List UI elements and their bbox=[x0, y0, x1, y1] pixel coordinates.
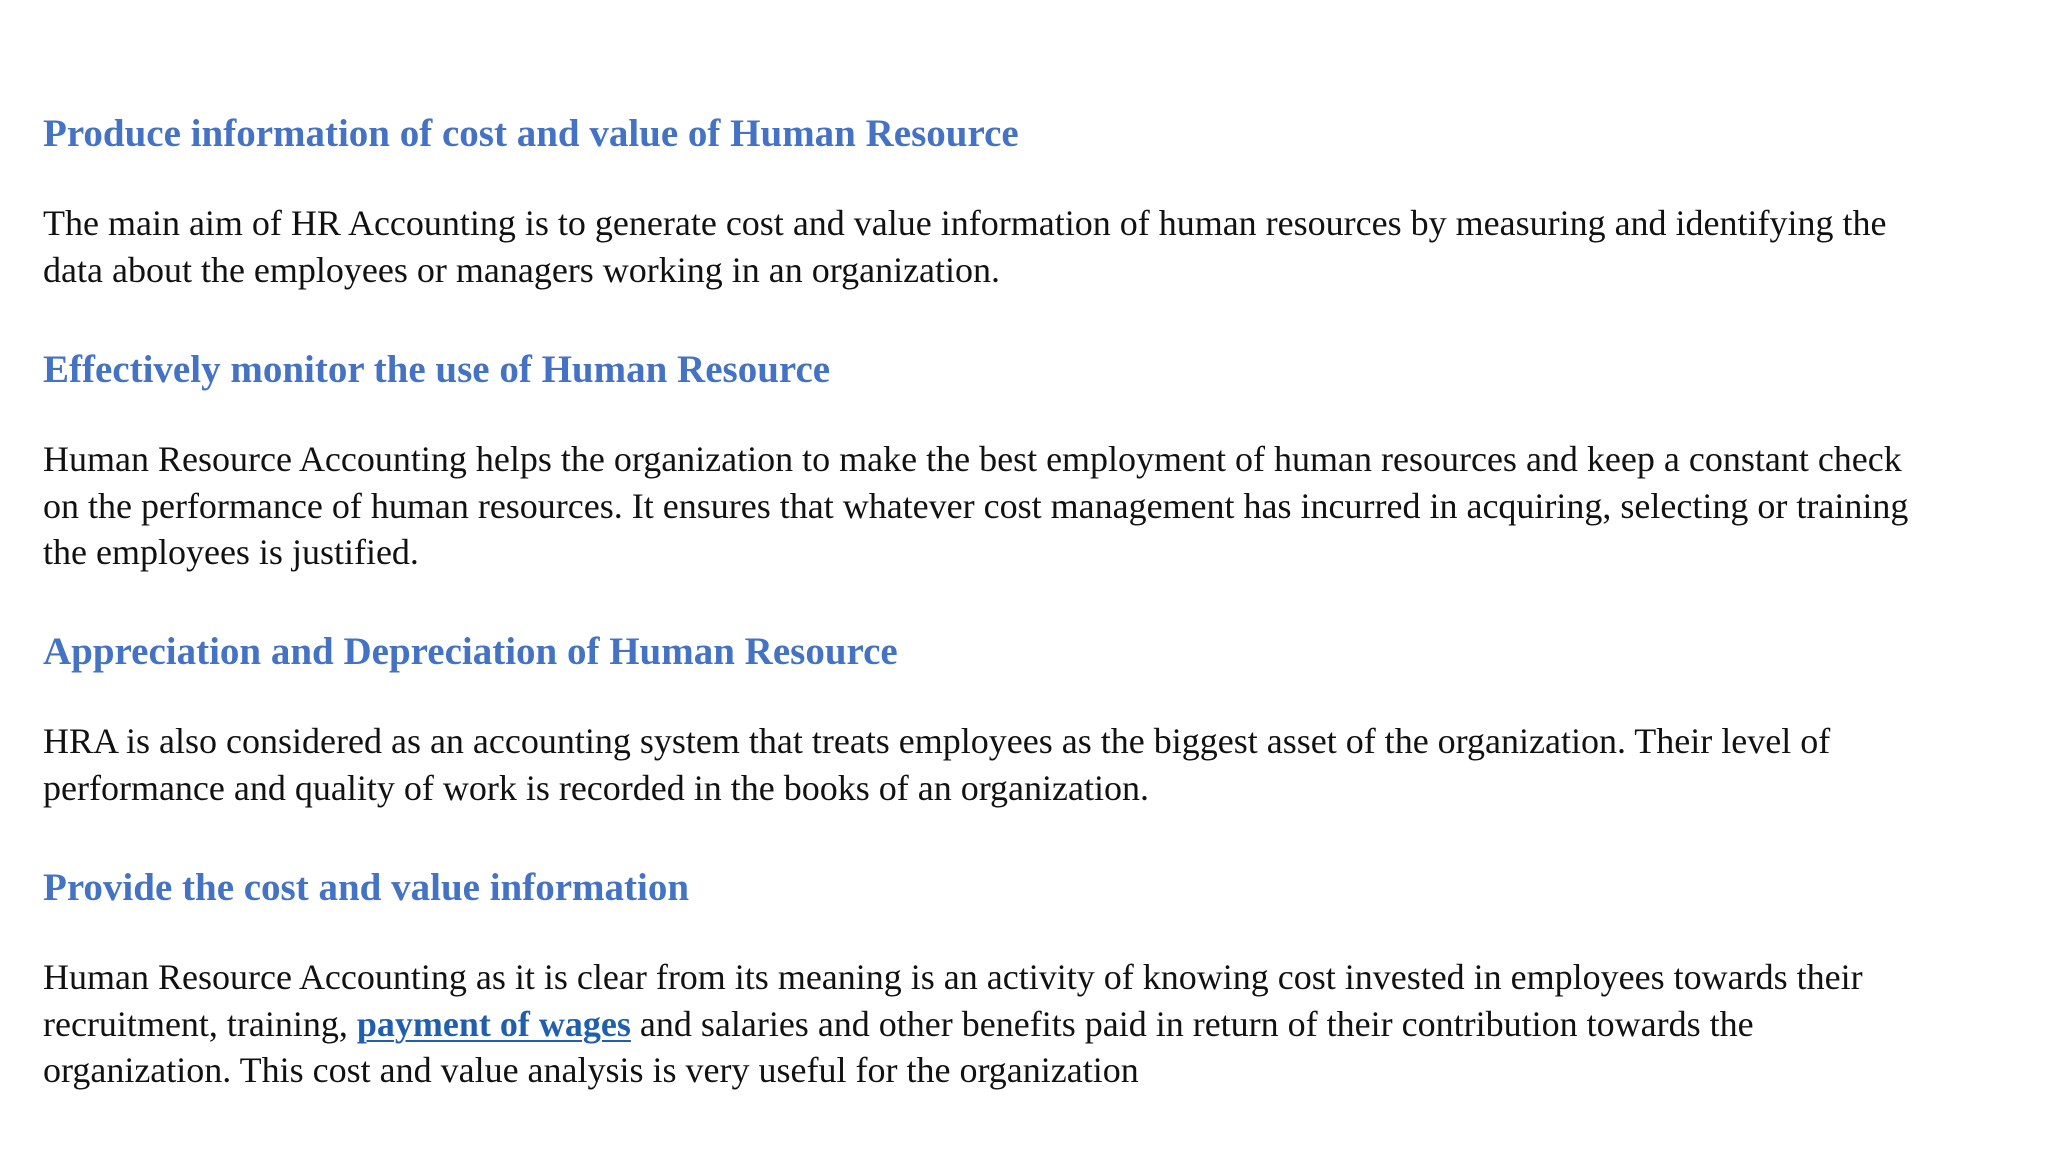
section-paragraph bbox=[43, 400, 1908, 576]
paragraph-line: data about the employees or managers working in an organization. bbox=[43, 249, 1001, 290]
section-heading: Provide the cost and value information bbox=[43, 866, 690, 909]
paragraph-line: organization. This cost and value analysis is very useful for the organization bbox=[43, 1050, 1139, 1090]
section-monitor-use bbox=[43, 340, 1908, 576]
paragraph-text: and salaries and other benefits paid in return of their contribution towards the bbox=[630, 1003, 1754, 1044]
section-paragraph bbox=[43, 164, 1887, 293]
paragraph-line: performance and quality of work is recorded in the books of an organization. bbox=[43, 767, 1149, 808]
section-paragraph bbox=[43, 918, 1863, 1094]
section-paragraph bbox=[43, 682, 1830, 811]
section-heading: Appreciation and Depreciation of Human Resource bbox=[43, 630, 898, 673]
paragraph-line: HRA is also considered as an accounting system that treats employees as the biggest asset of the organization. Their level of bbox=[43, 721, 1831, 761]
paragraph-line bbox=[43, 1001, 1863, 1048]
payment-of-wages-link[interactable]: payment of wages bbox=[356, 1003, 631, 1044]
paragraph-line: Human Resource Accounting as it is clear from its meaning is an activity of knowing cost invested in employees towards their bbox=[43, 957, 1863, 997]
section-provide-cost-value bbox=[43, 858, 1863, 1094]
paragraph-text: recruitment, training, bbox=[43, 1003, 357, 1044]
section-appreciation-depreciation bbox=[43, 622, 1830, 811]
paragraph-line: on the performance of human resources. It ensures that whatever cost management has incurred in acquiring, selecting or training bbox=[43, 485, 1909, 526]
paragraph-line: Human Resource Accounting helps the organization to make the best employment of human resources and keep a constant check bbox=[43, 439, 1902, 479]
section-cost-value-info bbox=[43, 104, 1887, 293]
section-heading: Produce information of cost and value of Human Resource bbox=[43, 112, 1019, 155]
paragraph-line: the employees is justified. bbox=[43, 532, 419, 572]
section-heading: Effectively monitor the use of Human Resource bbox=[43, 348, 831, 391]
paragraph-line: The main aim of HR Accounting is to generate cost and value information of human resources by measuring and identifying the bbox=[43, 203, 1887, 243]
